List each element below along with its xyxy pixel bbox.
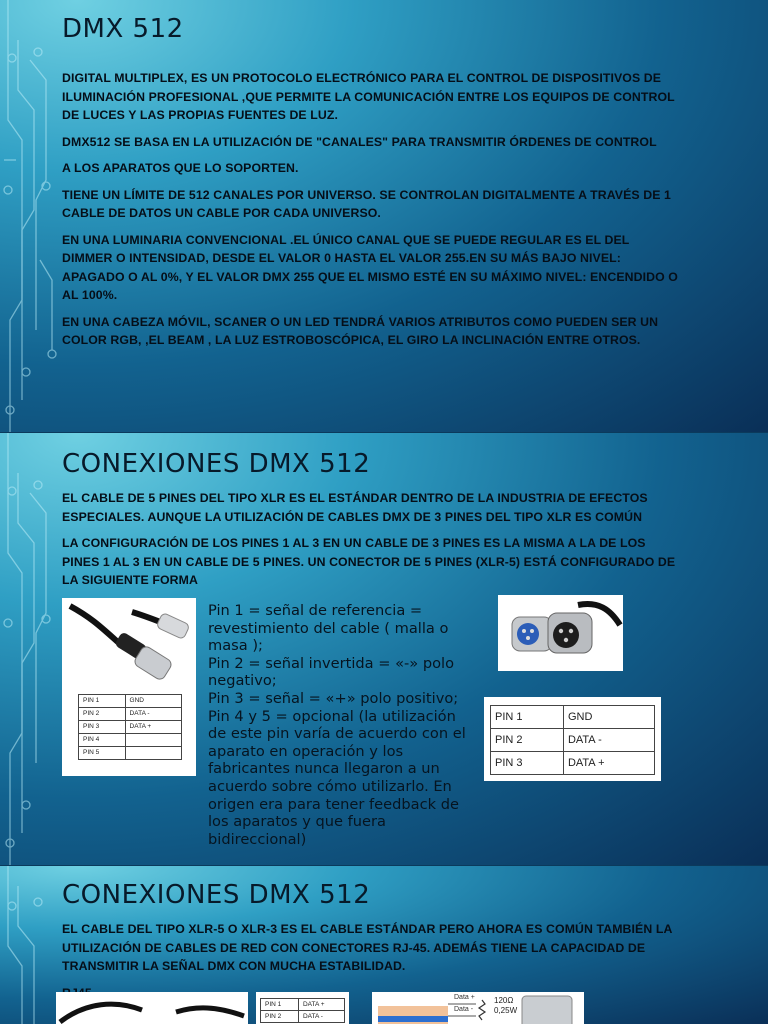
xlr-connectors-icon [498, 595, 623, 671]
table-cell [125, 747, 181, 760]
paragraph: LA CONFIGURACIÓN DE LOS PINES 1 AL 3 EN UN CABLE DE 3 PINES ES LA MISMA A LA DE LOS PINES 1 AL 3 EN UN CABLE DE 5 PINES. UN CONECTOR DE 5 PINES (XLR-5) ESTÁ CONFIGURADO DE LA SIGUIENTE FORMA [62, 536, 676, 587]
table-cell: DATA - [563, 729, 654, 752]
slide-body [62, 69, 682, 358]
table-cell: PIN 2 [261, 1011, 299, 1023]
table-cell: GND [563, 706, 654, 729]
paragraph: EN UNA LUMINARIA CONVENCIONAL .EL ÚNICO CANAL QUE SE PUEDE REGULAR ES EL DEL DIMMER O INTENSIDAD, DESDE EL VALOR 0 HASTA EL VALOR 255.EN SU MÁS BAJO NIVEL: APAGADO O AL 0%, Y EL VALOR DMX 255 QUE EL MISMO ESTÉ EN SU MÁXIMO NIVEL: ENCENDIDO O AL 100%. [62, 232, 678, 302]
table-cell: DATA - [125, 708, 181, 721]
table-row [491, 706, 655, 729]
slide-title: DMX 512 [62, 14, 184, 44]
table-row [79, 734, 182, 747]
resistor-power: 0,25W [494, 1006, 518, 1015]
xlr-connectors-photo [498, 595, 623, 671]
pin-line: Pin 3 = señal = «+» polo positivo; [208, 689, 459, 707]
paragraph: EN UNA CABEZA MÓVIL, SCANER O UN LED TENDRÁ VARIOS ATRIBUTOS COMO PUEDEN SER UN COLOR RGB, ,EL BEAM , LA LUZ ESTROBOSCÓPICA, EL GIRO LA INCLINACIÓN ENTRE OTROS. [62, 314, 659, 347]
data-plus-label: Data + [454, 994, 475, 1001]
paragraph: DIGITAL MULTIPLEX, ES UN PROTOCOLO ELECTRÓNICO PARA EL CONTROL DE DISPOSITIVOS DE ILUMINACIÓN PROFESIONAL ,QUE PERMITE LA COMUNICACIÓN ENTRE LOS EQUIPOS DE CONTROL DE LUCES Y LAS PROPIAS FUENTES DE LUZ. [62, 71, 675, 122]
pin-table-3 [490, 705, 655, 775]
slide-dmx-512 [0, 0, 768, 432]
pin-description [208, 602, 476, 862]
paragraph: DMX512 SE BASA EN LA UTILIZACIÓN DE "CANALES" PARA TRANSMITIR ÓRDENES DE CONTROL [62, 134, 657, 149]
table-cell: PIN 2 [491, 729, 564, 752]
pin-table-3-image [484, 697, 661, 781]
pin-table-5 [78, 694, 182, 760]
resistor-icon [372, 992, 584, 1024]
table-cell: DATA + [298, 999, 344, 1011]
slide-conexiones-dmx-512 [0, 433, 768, 865]
data-minus-label: Data - [454, 1006, 474, 1013]
paragraph: A LOS APARATOS QUE LO SOPORTEN. [62, 161, 299, 175]
paragraph: EL CABLE DE 5 PINES DEL TIPO XLR ES EL ESTÁNDAR DENTRO DE LA INDUSTRIA DE EFECTOS ESPECIALES. AUNQUE LA UTILIZACIÓN DE CABLES DMX DE 3 PINES DEL TIPO XLR ES COMÚN [62, 491, 648, 524]
rj45-pin-table [260, 998, 345, 1023]
table-cell: PIN 2 [79, 708, 126, 721]
table-cell: PIN 1 [491, 706, 564, 729]
pin-line: Pin 4 y 5 = opcional (la utilización de este pin varía de acuerdo con el aparato en operación y los fabricantes nunca llegaron a un acuerdo sobre cómo utilizarlo. En origen era para tener feedback de los aparatos y que fuera bidireccional) [208, 707, 466, 848]
circuit-decoration [0, 433, 70, 865]
table-row [79, 721, 182, 734]
terminator-diagram [372, 992, 584, 1024]
table-row [79, 747, 182, 760]
table-row [261, 999, 345, 1011]
slide-body [62, 489, 682, 598]
table-cell: PIN 4 [79, 734, 126, 747]
table-row [261, 1011, 345, 1023]
table-row [491, 752, 655, 775]
rj45-cable-photo [56, 992, 248, 1024]
xlr-cable-icon [62, 598, 196, 698]
pin-line: Pin 2 = señal invertida = «-» polo negativo; [208, 654, 455, 690]
paragraph: EL CABLE DEL TIPO XLR-5 O XLR-3 ES EL CABLE ESTÁNDAR PERO AHORA ES COMÚN TAMBIÉN LA UTILIZACIÓN DE CABLES DE RED CON CONECTORES RJ-45. ADEMÁS TIENE LA CAPACIDAD DE TRANSMITIR LA SEÑAL DMX CON MUCHA ESTABILIDAD. [62, 922, 672, 973]
slide-title: CONEXIONES DMX 512 [62, 449, 371, 479]
circuit-decoration [0, 0, 70, 432]
table-cell: PIN 5 [79, 747, 126, 760]
rj45-pin-table-image [256, 992, 349, 1024]
rj45-cable-icon [56, 992, 248, 1024]
table-cell: PIN 1 [261, 999, 299, 1011]
table-row [79, 695, 182, 708]
table-row [491, 729, 655, 752]
table-cell: DATA - [298, 1011, 344, 1023]
xlr-cable-photo [62, 598, 196, 776]
table-cell [125, 734, 181, 747]
table-cell: DATA + [563, 752, 654, 775]
table-row [79, 708, 182, 721]
table-cell: GND [125, 695, 181, 708]
table-cell: PIN 3 [79, 721, 126, 734]
slide-conexiones-dmx-512-rj45 [0, 866, 768, 1024]
table-cell: DATA + [125, 721, 181, 734]
paragraph: TIENE UN LÍMITE DE 512 CANALES POR UNIVERSO. SE CONTROLAN DIGITALMENTE A TRAVÉS DE 1 CABLE DE DATOS UN CABLE POR CADA UNIVERSO. [62, 187, 671, 220]
resistor-value: 120Ω [494, 996, 514, 1005]
table-cell: PIN 1 [79, 695, 126, 708]
table-cell: PIN 3 [491, 752, 564, 775]
pin-line: Pin 1 = señal de referencia = revestimiento del cable ( malla o masa ); [208, 602, 449, 655]
slide-title: CONEXIONES DMX 512 [62, 880, 371, 910]
